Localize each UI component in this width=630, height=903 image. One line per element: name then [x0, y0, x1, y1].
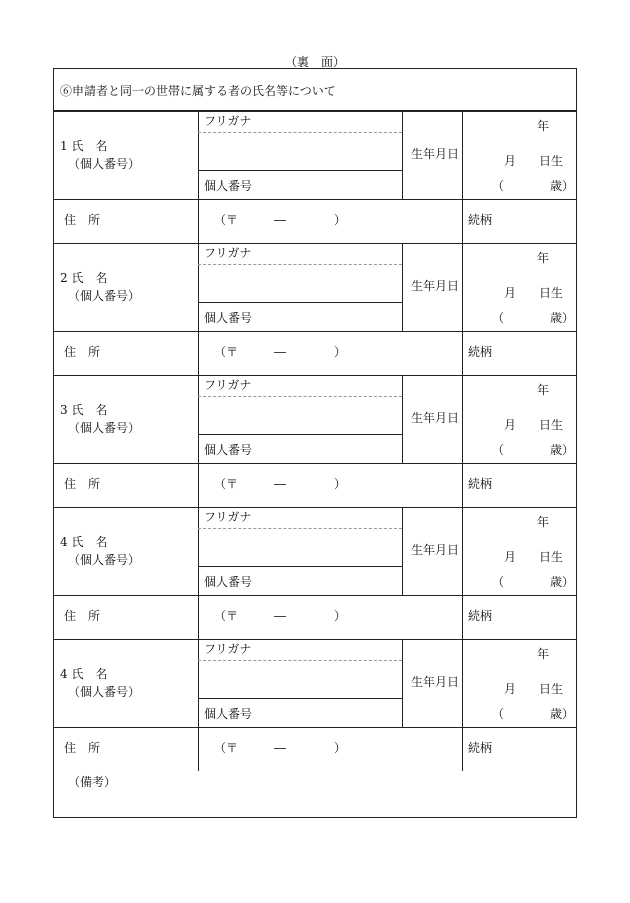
birth-month-field[interactable]: 月	[504, 550, 517, 564]
kojin-bango-label: （個人番号）	[68, 553, 141, 567]
address-field[interactable]: （〒 ― ）	[214, 345, 347, 359]
relation-field[interactable]: 続柄	[468, 741, 493, 755]
kojin-bango-field[interactable]: 個人番号	[204, 311, 253, 325]
relation-field[interactable]: 続柄	[468, 609, 493, 623]
address-label: 住 所	[64, 609, 101, 623]
furigana-field[interactable]: フリガナ	[204, 114, 252, 128]
age-field[interactable]: 歳）	[550, 443, 575, 457]
person-name-label: 1 氏 名	[60, 139, 108, 153]
person-entry-5	[54, 639, 576, 771]
address-label: 住 所	[64, 741, 101, 755]
kojin-bango-label: （個人番号）	[68, 157, 141, 171]
address-label: 住 所	[64, 345, 101, 359]
birth-month-field[interactable]: 月	[504, 286, 517, 300]
address-field[interactable]: （〒 ― ）	[214, 213, 347, 227]
birth-year-field[interactable]: 年	[537, 119, 550, 133]
address-label: 住 所	[64, 477, 101, 491]
furigana-field[interactable]: フリガナ	[204, 642, 252, 656]
person-entry-1	[54, 111, 576, 243]
birth-day-field[interactable]: 日生	[539, 154, 564, 168]
relation-field[interactable]: 続柄	[468, 477, 493, 491]
kojin-bango-label: （個人番号）	[68, 289, 141, 303]
person-entry-2	[54, 243, 576, 375]
furigana-field[interactable]: フリガナ	[204, 378, 252, 392]
remarks-label: （備考）	[68, 775, 117, 789]
birth-year-field[interactable]: 年	[537, 515, 550, 529]
kojin-bango-field[interactable]: 個人番号	[204, 575, 253, 589]
person-name-label: 4 氏 名	[60, 667, 108, 681]
remarks-field[interactable]	[54, 769, 576, 817]
age-open: （	[492, 707, 505, 721]
person-name-label: 4 氏 名	[60, 535, 108, 549]
birth-date-label: 生年月日	[411, 411, 460, 425]
age-open: （	[492, 179, 505, 193]
birth-year-field[interactable]: 年	[537, 251, 550, 265]
birth-day-field[interactable]: 日生	[539, 286, 564, 300]
page-side-label: （裏 面）	[284, 55, 345, 69]
birth-day-field[interactable]: 日生	[539, 550, 564, 564]
birth-date-label: 生年月日	[411, 675, 460, 689]
kojin-bango-field[interactable]: 個人番号	[204, 707, 253, 721]
kojin-bango-field[interactable]: 個人番号	[204, 443, 253, 457]
kojin-bango-field[interactable]: 個人番号	[204, 179, 253, 193]
kojin-bango-label: （個人番号）	[68, 685, 141, 699]
name-input[interactable]	[199, 133, 402, 170]
age-field[interactable]: 歳）	[550, 575, 575, 589]
person-entry-3	[54, 375, 576, 507]
furigana-field[interactable]: フリガナ	[204, 246, 252, 260]
age-field[interactable]: 歳）	[550, 707, 575, 721]
address-label: 住 所	[64, 213, 101, 227]
birth-date-label: 生年月日	[411, 147, 460, 161]
relation-field[interactable]: 続柄	[468, 345, 493, 359]
person-name-label: 3 氏 名	[60, 403, 108, 417]
age-open: （	[492, 575, 505, 589]
birth-year-field[interactable]: 年	[537, 383, 550, 397]
age-open: （	[492, 311, 505, 325]
birth-month-field[interactable]: 月	[504, 154, 517, 168]
birth-month-field[interactable]: 月	[504, 418, 517, 432]
age-open: （	[492, 443, 505, 457]
person-name-label: 2 氏 名	[60, 271, 108, 285]
age-field[interactable]: 歳）	[550, 179, 575, 193]
name-input[interactable]	[199, 265, 402, 302]
person-entry-4	[54, 507, 576, 639]
birth-date-label: 生年月日	[411, 279, 460, 293]
household-members-form	[53, 68, 577, 818]
birth-day-field[interactable]: 日生	[539, 418, 564, 432]
birth-day-field[interactable]: 日生	[539, 682, 564, 696]
birth-date-label: 生年月日	[411, 543, 460, 557]
address-field[interactable]: （〒 ― ）	[214, 609, 347, 623]
age-field[interactable]: 歳）	[550, 311, 575, 325]
birth-month-field[interactable]: 月	[504, 682, 517, 696]
birth-year-field[interactable]: 年	[537, 647, 550, 661]
section-heading: ⑥申請者と同一の世帯に属する者の氏名等について	[54, 69, 576, 111]
address-field[interactable]: （〒 ― ）	[214, 741, 347, 755]
address-field[interactable]: （〒 ― ）	[214, 477, 347, 491]
name-input[interactable]	[199, 529, 402, 566]
relation-field[interactable]: 続柄	[468, 213, 493, 227]
furigana-field[interactable]: フリガナ	[204, 510, 252, 524]
name-input[interactable]	[199, 397, 402, 434]
name-input[interactable]	[199, 661, 402, 698]
kojin-bango-label: （個人番号）	[68, 421, 141, 435]
